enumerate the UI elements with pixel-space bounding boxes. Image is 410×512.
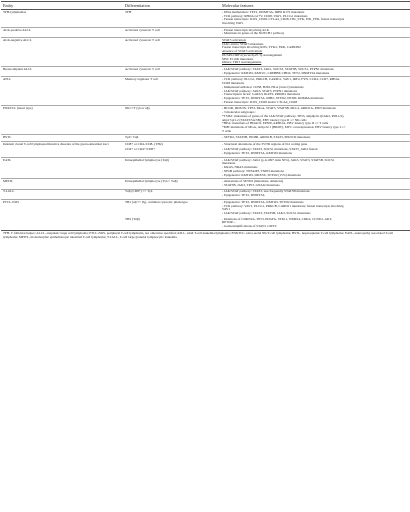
table-row: [1, 38, 410, 67]
molecular-features-cell: [220, 106, 410, 135]
feature-line: - Fusion transcripts: ICOS_CD28 and/or CTLA4_CD28: [222, 99, 298, 104]
feature-line: RPTOR…: [222, 220, 237, 225]
feature-line: - Transcription factor: GATA3, IKZF2, PRDM1 mutations: [222, 92, 301, 97]
feature-line: - Epigenetics: TET2, DNMT3A, IDH2, SETD2, EP300, KDM6A mutations: [222, 96, 324, 101]
differentiation-cell: CD4+ or CD4+/CD8+: [125, 147, 155, 152]
entity-cell: PTCL-NOS: [1, 199, 123, 216]
feature-line: STAT3 activation:: [222, 37, 247, 42]
molecular-features-cell: [220, 10, 410, 28]
feature-line: - KRAS, NRAS mutations: [222, 165, 258, 170]
molecular-features-cell: [220, 27, 410, 37]
differentiation-cell: Intraepithelial lymphocyte (Tαβ): [123, 157, 220, 179]
entity-cell: [1, 217, 123, 231]
entity-cell: [1, 148, 123, 158]
feature-line: - Epigenetics: TET2, DNMT3A: [222, 193, 265, 198]
table-body: [1, 10, 410, 231]
table-row: [1, 217, 410, 231]
feature-line: - Epigenetics: KMT2D, KMT2C, CREBBP, CHD2, TET2, DNMT3A mutations: [222, 70, 330, 75]
molecular-features-cell: [220, 189, 410, 199]
differentiation-cell: Tαβ (CD8+) >> Tγδ: [123, 189, 220, 199]
feature-line: JAK1 and/or STAT3 mutations: [222, 41, 264, 46]
feature-line: - Immunosurveillance: CD58, B2M, HLA (class I) mutations: [222, 84, 304, 89]
table-row: [1, 106, 410, 135]
feature-line: Others: TP63 rearrangements: [222, 60, 262, 65]
feature-line: - STAT5B, JAK3, TP53, GNAI2 mutations: [222, 182, 280, 187]
entity-cell: ENKTCL (nasal type): [1, 106, 123, 135]
differentiation-cell: TH1 (αβ >> βγ), common cytotoxic phenotype: [123, 199, 220, 216]
feature-line: amp17q21.2 (STAT3/5A/5B), EBV latency type II => NK cells: [222, 117, 307, 122]
feature-line: - Structural alterations of the 3'UTR regions of IL2 coding gene: [222, 141, 308, 146]
feature-line: T cells: [222, 128, 231, 133]
feature-line: *HEA: mutations of HDAC9, EP300, ARID1A, EBV latency type II => T cells: [222, 121, 329, 126]
differentiation-cell: Intraepithelial lymphocyte (Tγδ > Tαβ): [123, 179, 220, 189]
molecular-features-table: [1, 1, 410, 231]
feature-line: *TSIM : mutations of genes of the JAK/STAT pathway, TP53, amp9p24.1(JAK2, PDL1/2),: [222, 113, 345, 118]
differentiation-cell: Activated cytotoxic T cell: [123, 38, 220, 67]
differentiation-cell: Activated cytotoxic T cell: [123, 67, 220, 77]
feature-line: - TCR pathway: RHOA G17V, CD28, VAV1, PLCG1 mutations: [222, 13, 308, 18]
entity-cell: T-LGLL: [1, 189, 123, 199]
differentiation-cell: Memory regulator T cell: [123, 77, 220, 106]
feature-line: mutations: [222, 161, 236, 166]
table-header-row: [1, 2, 410, 10]
feature-line: DUSP22/IRF4 (locus 6p25.3) rearrangement: [222, 52, 282, 57]
feature-line: - 3 molecular subgroups :: [222, 110, 257, 115]
entity-cell: ATLL: [1, 77, 123, 106]
feature-line: - Gains/amplifications of STAT3, CMYC: [222, 224, 278, 229]
molecular-features-cell: [220, 77, 410, 106]
feature-line: - DNA methylation: TET2, DNMT3A, IDH2 R172 mutations: [222, 9, 305, 14]
molecular-features-cell: [220, 67, 410, 77]
feature-line: - SETD2, STAT5B, INO80, ARID1B, STAT3, PIK3CD mutations: [222, 135, 311, 140]
feature-line: - NFκB pathway: TNFAIP3, TNIP3 mutations: [222, 168, 284, 173]
entity-cell: EATL: [1, 157, 123, 179]
feature-line: - TCR pathway: PLCG1, PRKCB, CARD11, VAV1, IRF4, FYN, CCR4, CCR7, RHOA,: [222, 77, 340, 82]
feature-line: - TCR pathway: VAV1, PLCG1, PRKCB, CARD11 mutations; fusion transcripts involving: [222, 203, 344, 208]
entity-cell: TFH-lymphomas: [1, 10, 123, 28]
feature-line: - Epigenetics: KMT2D, DDX3X, SETD2 (15%) mutations: [222, 172, 301, 177]
table-row: [1, 199, 410, 216]
table-row: [1, 189, 410, 199]
differentiation-cell: CD8+ or CD4-/CD8- (TH2): [123, 141, 220, 147]
header-entity: Entity: [1, 2, 123, 10]
entity-cell: Indolent clonal T-cell lymphoproliferative disorder of the gastro-intestinal tract: [1, 141, 123, 147]
entity-cell: ALK-positive ALCL: [1, 27, 123, 37]
feature-line: Fusion transcripts involving ROS, TYK2, FRK, CAPRIN2: [222, 45, 301, 50]
feature-line: - Deletions of CDKN2A, TP53, PDGFA, STK11, WDR24, CDK4, CCND1, AKT,: [222, 216, 332, 221]
feature-line: - JAK/STAT pathway: STAT3, STAT5B, JAK3, SOCS1 mutations: [222, 211, 311, 216]
feature-line: *MB: mutations of MGA, del1p22.1 (BRDT), MYC overexpression, EBV latency type I =>: [222, 125, 346, 130]
feature-line: - Fusion transcripts: ICOS_CD28, CTLA4_CD28, ITK_SYK, ITK_FER, fusion transcripts: [222, 17, 345, 22]
feature-line: - Fusion transcripts involving ALK: [222, 27, 269, 32]
table-footnote: TFH, T follicular helper; ALCL, anaplastic large cell lymphoma; PTCL-NOS, peripheral T-cell lymphoma, not otherwise specified; ATLL, adult T-cell leukemia/lymphoma; ENKTCL: extra-nodal NK/T-cell lymphoma; HSTL, hepatosplenic T-cell lymphoma; EATL, enteropathy associated T-cell lymphoma; MEITL, monomorphic epitheliotropic intestinal T-cell lymphoma; T-LGLL, T-cell large granular lymphocytic leukemia.: [3, 230, 393, 239]
molecular-features-cell: [220, 157, 410, 179]
entity-cell: ALK-negative ALCL: [1, 38, 123, 67]
feature-line: - Epigenetics: TET2, DNMT3A, KMT2D, SETD2 mutations: [222, 199, 304, 204]
differentiation-cell: TFH: [123, 10, 220, 28]
feature-line: - JAK/STAT pathway: JAK1 (p.G1097 dans 50%), JAK3, STAT3, STAT5B, SOCS1: [222, 157, 335, 162]
molecular-features-cell: [220, 179, 410, 189]
table-row: [1, 148, 410, 158]
feature-line: - Epigenetics: TET2, DNMT3A, KMT2D mutations: [222, 151, 292, 156]
molecular-features-cell: [220, 217, 410, 231]
table-row: [1, 10, 410, 28]
feature-line: Absence of STAT3 activation:: [222, 49, 263, 54]
feature-line: - Alterations of SETD2 (mutations, deletions): [222, 179, 284, 184]
differentiation-cell: Tγδ> Tαβ: [123, 135, 220, 142]
differentiation-cell: Activated cytotoxic T cell: [123, 27, 220, 37]
table-row: [1, 179, 410, 189]
feature-line: CD28 mutations: [222, 81, 245, 86]
differentiation-cell: NK>>T (γδ or αβ): [123, 106, 220, 135]
feature-line: MSC E116K mutations: [222, 56, 254, 61]
table-row: [1, 157, 410, 179]
document: [1, 1, 409, 241]
molecular-features-cell: [220, 199, 410, 216]
entity-cell: HSTL: [1, 135, 123, 142]
header-molecular-features: Molecular features: [220, 2, 410, 10]
feature-line: - JAK/STAT pathway: STAT3, SOCS1 mutations, STAT3_JAK2 fusion: [222, 147, 318, 152]
feature-line: involving VAV1: [222, 21, 244, 26]
feature-line: - JAK/STAT pathway: STAT3, less frequently STAT5B mutations: [222, 189, 310, 194]
entity-cell: Breast-implant ALCL: [1, 67, 123, 77]
feature-line: - JAK/STAT pathway: STAT3, JAK1, SOCS3, STAT5B, SOCS1, PTPN1 mutations: [222, 66, 334, 71]
feature-line: - JAK/STAT pathway: JAK3, STAT3, PTPN1 mutations: [222, 88, 298, 93]
feature-line: - Mutations in genes of the NOTCH1 pathway: [222, 31, 285, 36]
molecular-features-cell: [220, 38, 410, 67]
table-row: [1, 67, 410, 77]
table-row: [1, 77, 410, 106]
feature-line: VAV1: [222, 207, 231, 212]
table-row: [1, 27, 410, 37]
feature-line: - BCOR, DDX3X, TP53, MGA, STAT3, STAT5B, MLL2, ARID1A, MSN mutations: [222, 106, 336, 111]
differentiation-cell: TH2 (Tαβ): [123, 217, 220, 231]
header-differentiation: Differentiation: [123, 2, 220, 10]
molecular-features-cell: [220, 148, 410, 158]
entity-cell: MEITL: [1, 179, 123, 189]
